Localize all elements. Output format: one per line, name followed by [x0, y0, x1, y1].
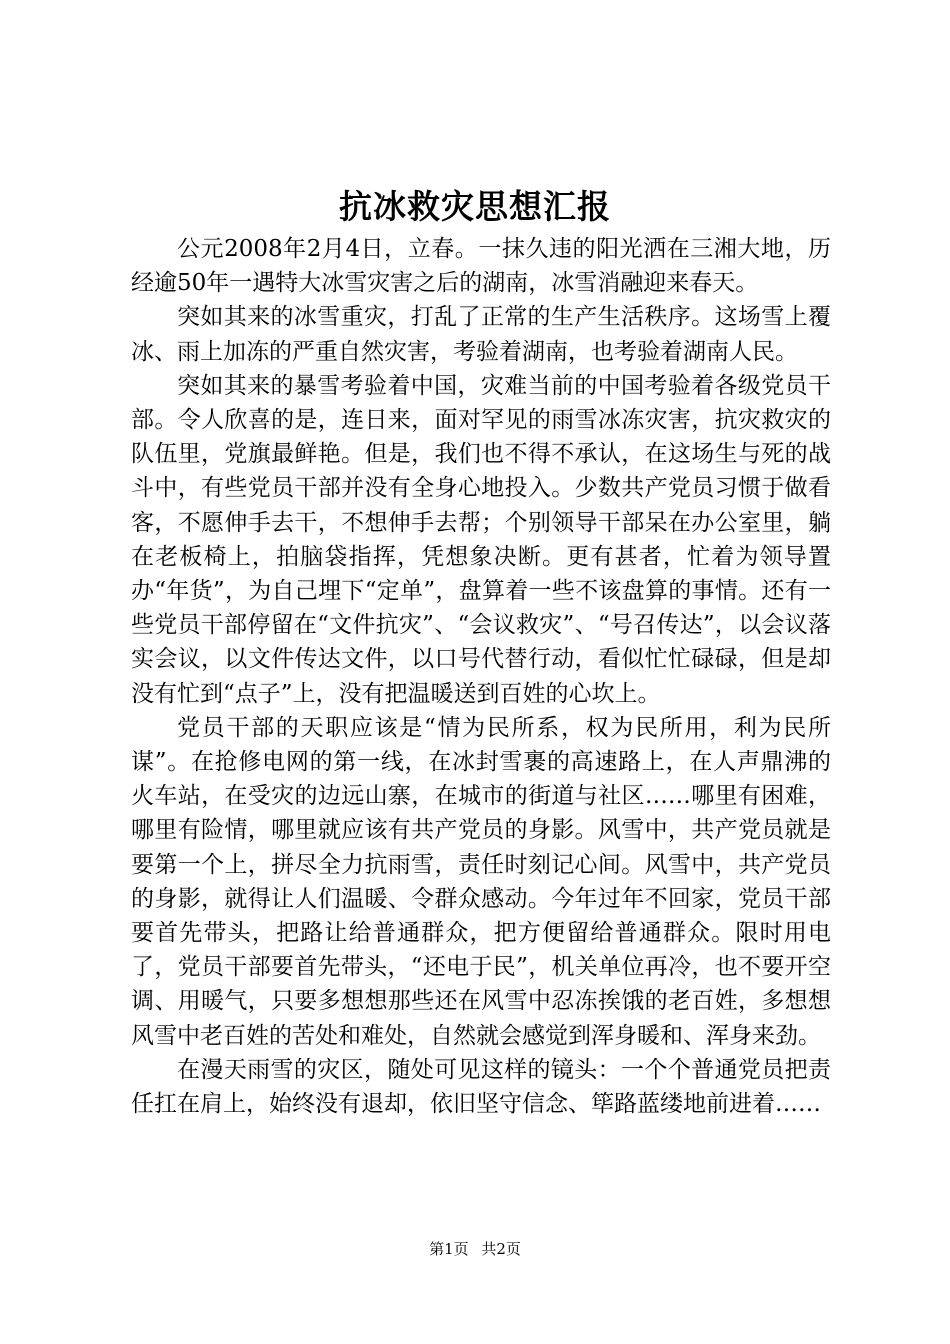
document-title: 抗冰救灾思想汇报	[339, 187, 611, 226]
page-number-current: 第1页	[429, 1240, 469, 1258]
page-number-total: 共2页	[481, 1240, 521, 1258]
paragraph-1: 公元2008年2月4日，立春。一抹久违的阳光洒在三湘大地，历经逾50年一遇特大冰雪灾害之后的湖南，冰雪消融迎来春天。	[131, 236, 831, 297]
paragraph-5: 在漫天雨雪的灾区，随处可见这样的镜头：一个个普通党员把责任扛在肩上，始终没有退却，依旧坚守信念、筚路蓝缕地前进着……	[131, 1056, 831, 1118]
document-body	[131, 232, 831, 1121]
paragraph-4: 党员干部的天职应该是“情为民所系，权为民所用，利为民所谋”。在抢修电网的第一线，在冰封雪裹的高速路上，在人声鼎沸的火车站，在受灾的边远山寨，在城市的街道与社区……哪里有困难，哪里有险情，哪里就应该有共产党员的身影。风雪中，共产党员就是要第一个上，拼尽全力抗雨雪，责任时刻记心间。风雪中，共产党员的身影，就得让人们温暖、令群众感动。今年过年不回家，党员干部要首先带头，把路让给普通群众，把方便留给普通群众。限时用电了，党员干部要首先带头，“还电于民”，机关单位再冷，也不要开空调、用暖气，只要多想想那些还在风雪中忍冻挨饿的老百姓，多想想风雪中老百姓的苦处和难处，自然就会感觉到浑身暖和、浑身来劲。	[131, 714, 831, 1049]
paragraph-3: 突如其来的暴雪考验着中国，灾难当前的中国考验着各级党员干部。令人欣喜的是，连日来，面对罕见的雨雪冰冻灾害，抗灾救灾的队伍里，党旗最鲜艳。但是，我们也不得不承认，在这场生与死的战斗中，有些党员干部并没有全身心地投入。少数共产党员习惯于做看客，不愿伸手去干，不想伸手去帮；个别领导干部呆在办公室里，躺在老板椅上，拍脑袋指挥，凭想象决断。更有甚者，忙着为领导置办“年货”，为自己埋下“定单”，盘算着一些不该盘算的事情。还有一些党员干部停留在“文件抗灾”、“会议救灾”、“号召传达”，以会议落实会议，以文件传达文件，以口号代替行动，看似忙忙碌碌，但是却没有忙到“点子”上，没有把温暖送到百姓的心坎上。	[131, 372, 831, 707]
paragraph-2: 突如其来的冰雪重灾，打乱了正常的生产生活秩序。这场雪上覆冰、雨上加冻的严重自然灾害，考验着湖南，也考验着湖南人民。	[131, 304, 831, 365]
page-footer	[0, 1238, 950, 1260]
